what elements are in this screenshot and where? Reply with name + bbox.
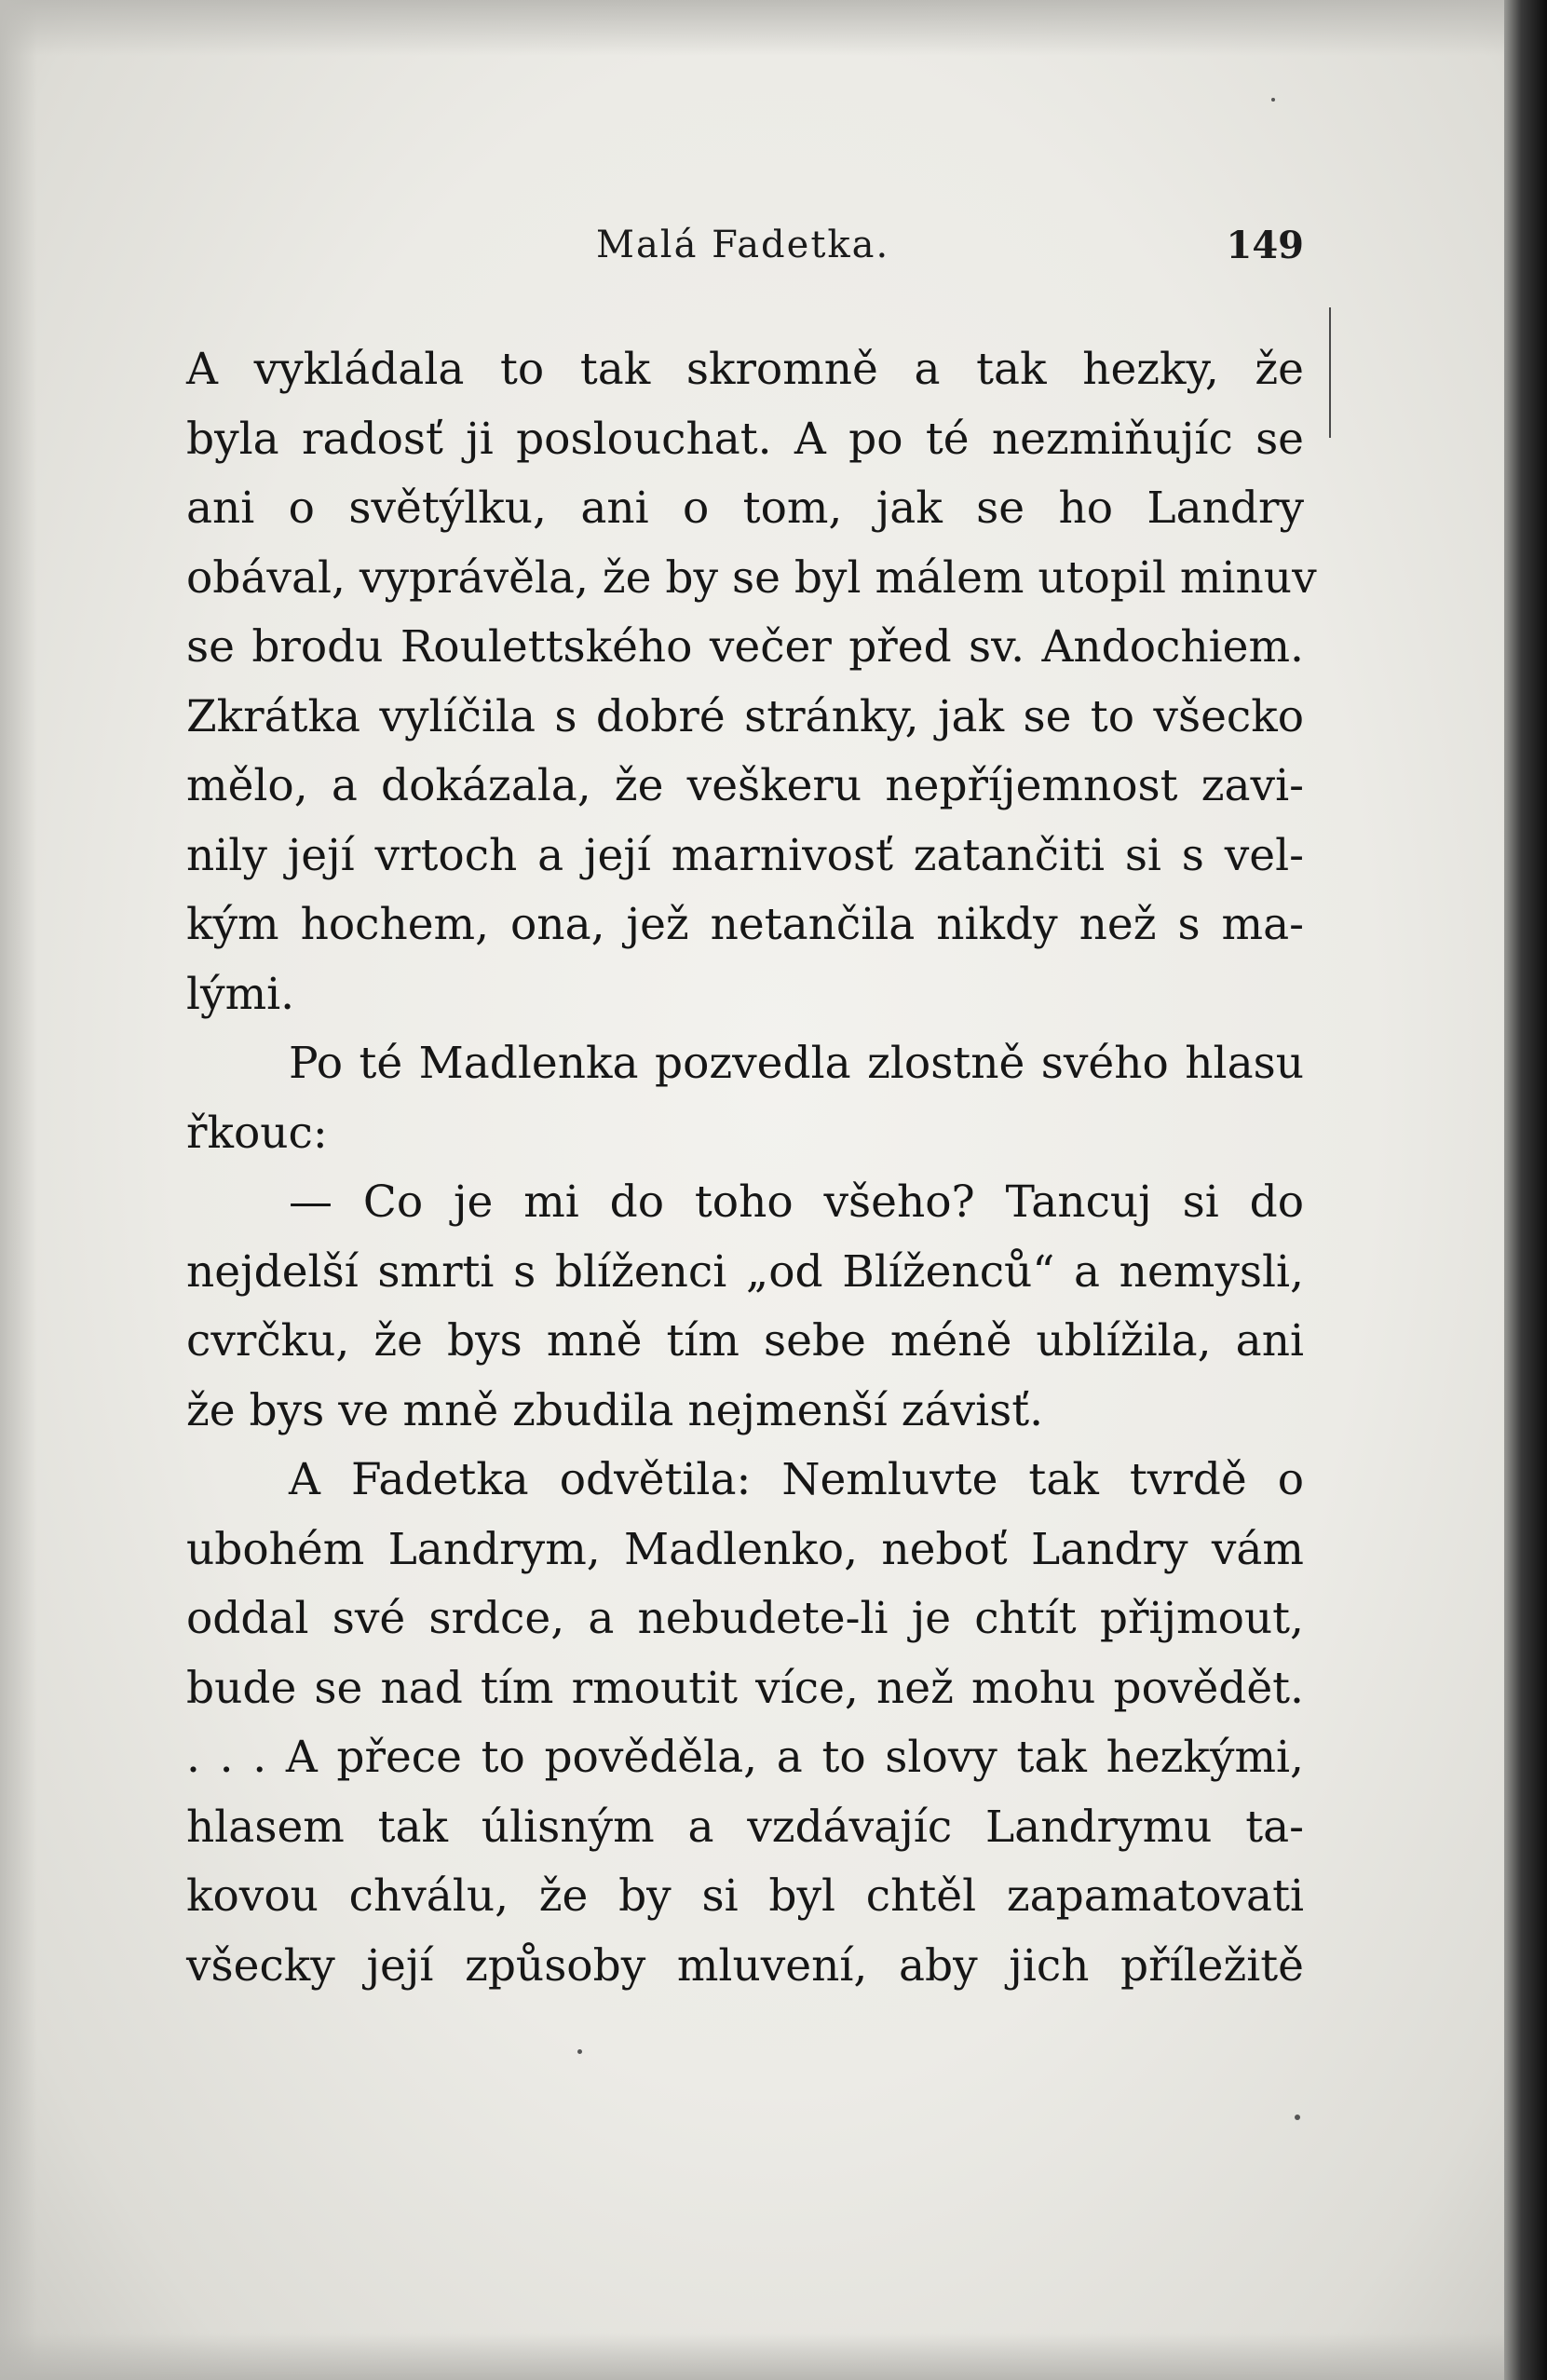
text-line: byla radosť ji poslouchat. A po té nezmiňujíc se <box>186 413 1304 465</box>
text-line: kým hochem, ona, jež netančila nikdy než s ma- <box>186 899 1304 950</box>
text-line: oddal své srdce, a nebudete-li je chtít přijmout, <box>186 1593 1304 1644</box>
text-line: se brodu Roulettského večer před sv. Andochiem. <box>186 621 1304 673</box>
text-line: ubohém Landrym, Madlenko, neboť Landry vám <box>186 1523 1304 1575</box>
scan-speck <box>577 2049 582 2054</box>
text-line: . . . A přece to pověděla, a to slovy tak hezkými, <box>186 1732 1304 1783</box>
text-line: obával, vyprávěla, že by se byl málem utopil minuv <box>186 551 1317 604</box>
page-number: 149 <box>1226 224 1304 267</box>
text-line: Po té Madlenka pozvedla zlostně svého hlasu <box>289 1038 1304 1089</box>
text-line: A Fadetka odvětila: Nemluvte tak tvrdě o <box>289 1454 1304 1505</box>
scan-shadow-top <box>0 0 1547 56</box>
text-line: A vykládala to tak skromně a tak hezky, že <box>186 344 1304 395</box>
text-line: nily její vrtoch a její marnivosť zatančiti si s vel- <box>186 829 1304 881</box>
text-line: kovou chválu, že by si byl chtěl zapamatovati <box>186 1870 1304 1922</box>
text-line: ani o světýlku, ani o tom, jak se ho Landry <box>186 483 1304 534</box>
text-line: všecky její způsoby mluvení, aby jich příležitě <box>186 1939 1304 1992</box>
text-line: že bys ve mně zbudila nejmenší závisť. <box>186 1384 1044 1436</box>
text-line: řkouc: <box>186 1107 328 1159</box>
body-text <box>186 335 1317 2001</box>
scan-border-right <box>1504 0 1547 2380</box>
margin-rule <box>1329 307 1331 438</box>
text-line: — Co je mi do toho všeho? Tancuj si do <box>289 1176 1304 1228</box>
text-line: cvrčku, že bys mně tím sebe méně ublížila, ani <box>186 1315 1304 1367</box>
running-title: Malá Fadetka. <box>596 224 890 266</box>
text-line: Zkrátka vylíčila s dobré stránky, jak se to všecko <box>186 690 1304 742</box>
running-head <box>186 224 1304 279</box>
scan-shadow-bottom <box>0 2333 1547 2380</box>
text-line: bude se nad tím rmoutit více, než mohu povědět. <box>186 1662 1304 1714</box>
scan-speck <box>1271 98 1275 102</box>
scan-shadow-left <box>0 0 37 2380</box>
text-line: nejdelší smrti s blíženci „od Blíženců“ a nemysli, <box>186 1245 1304 1298</box>
text-line: mělo, a dokázala, že veškeru nepříjemnost zavi- <box>186 760 1304 811</box>
text-line: hlasem tak úlisným a vzdávajíc Landrymu ta- <box>186 1801 1304 1853</box>
text-line: lými. <box>186 968 295 1020</box>
scan-speck <box>1295 2115 1300 2120</box>
